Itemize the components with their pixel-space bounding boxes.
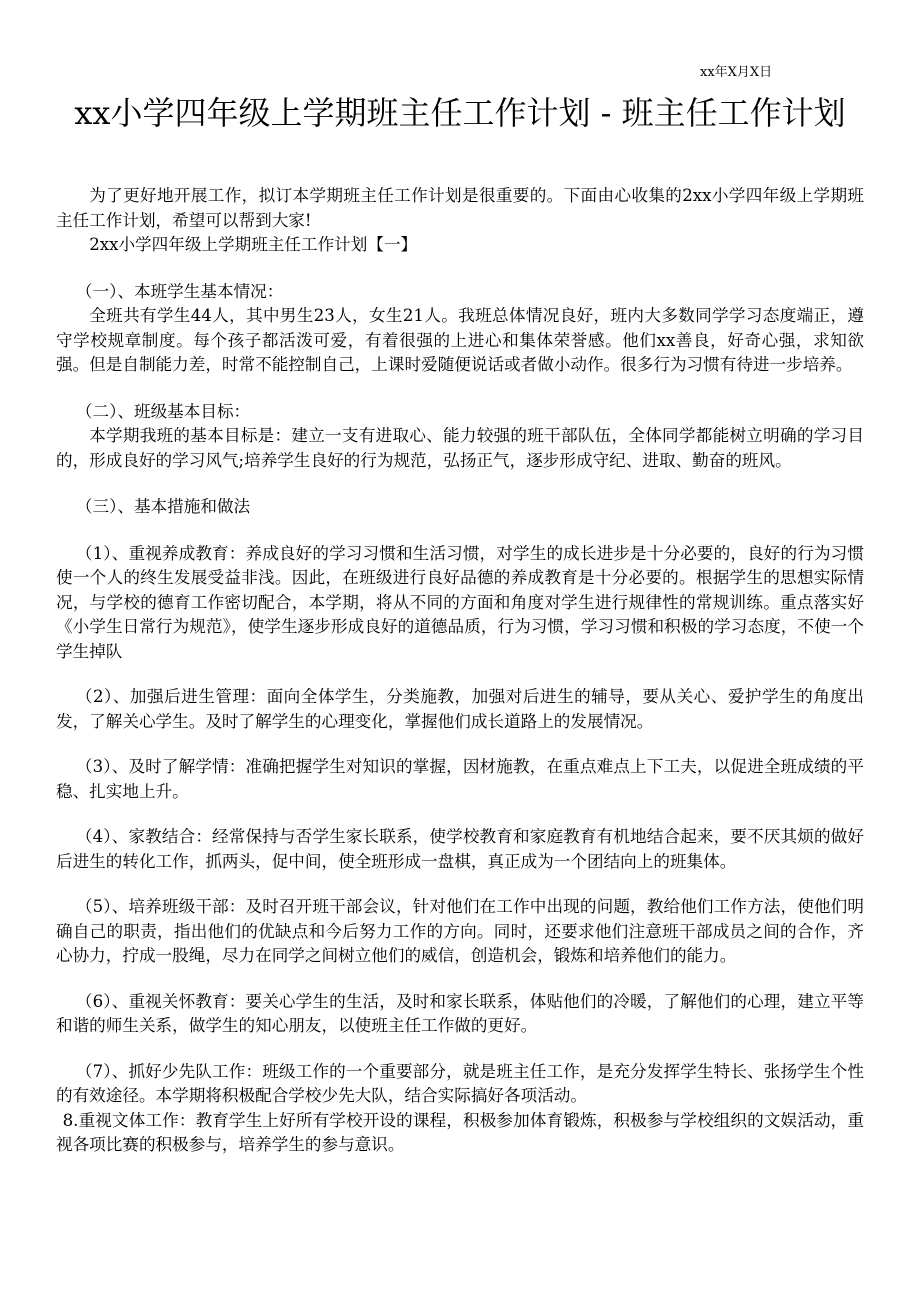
measure-item: （3）、及时了解学情：准确把握学生对知识的掌握，因材施教，在重点难点上下工夫，以促进全班成绩的平稳、扎实地上升。	[56, 757, 864, 801]
document-title: xx小学四年级上学期班主任工作计划 - 班主任工作计划	[74, 94, 846, 132]
measure-item: （4）、家教结合：经常保持与否学生家长联系，使学校教育和家庭教育有机地结合起来，要不厌其烦的做好后进生的转化工作，抓两头，促中间，使全班形成一盘棋，真正成为一个团结向上的班集体。	[56, 827, 864, 871]
section-text-class-goals: 本学期我班的基本目标是：建立一支有进取心、能力较强的班干部队伍，全体同学都能树立明确的学习目的，形成良好的学习风气;培养学生良好的行为规范，弘扬正气，逐步形成守纪、进取、勤奋的班风。	[56, 426, 864, 470]
measure-item: （7）、抓好少先队工作：班级工作的一个重要部分，就是班主任工作，是充分发挥学生特长、张扬学生个性的有效途径。本学期将积极配合学校少先大队，结合实际搞好各项活动。	[56, 1061, 864, 1105]
intro-paragraph: 为了更好地开展工作，拟订本学期班主任工作计划是很重要的。下面由心收集的2xx小学四年级上学期班主任工作计划，希望可以帮到大家!	[56, 186, 864, 230]
measure-item: （2）、加强后进生管理：面向全体学生，分类施教，加强对后进生的辅导，要从关心、爱护学生的角度出发，了解关心学生。及时了解学生的心理变化，掌握他们成长道路上的发展情况。	[56, 687, 864, 731]
document-body	[56, 184, 864, 1158]
section-heading-basic-situation: （一）、本班学生基本情况：	[75, 281, 284, 301]
document-date: xx年X月X日	[700, 65, 773, 80]
section-heading-measures: （三）、基本措施和做法	[75, 497, 251, 516]
plan-subtitle: 2xx小学四年级上学期班主任工作计划【一】	[89, 235, 418, 254]
measure-item: （5）、培养班级干部：及时召开班干部会议，针对他们在工作中出现的问题，教给他们工作方法，使他们明确自己的职责，指出他们的优缺点和今后努力工作的方向。同时，还要求他们注意班干部成员之间的合作，齐心协力，拧成一股绳，尽力在同学之间树立他们的威信，创造机会，锻炼和培养他们的能力。	[56, 897, 864, 965]
section-text-basic-situation: 全班共有学生44人，其中男生23人，女生21人。我班总体情况良好，班内大多数同学学习态度端正，遵守学校规章制度。每个孩子都活泼可爱，有着很强的上进心和集体荣誉感。他们xx善良，好奇心强，求知欲强。但是自制能力差，时常不能控制自己，上课时爱随便说话或者做小动作。很多行为习惯有待进一步培养。	[56, 306, 864, 374]
measure-item: （6）、重视关怀教育：要关心学生的生活，及时和家长联系，体贴他们的冷暖，了解他们的心理，建立平等和谐的师生关系，做学生的知心朋友，以使班主任工作做的更好。	[56, 991, 864, 1035]
measure-item: （1）、重视养成教育：养成良好的学习习惯和生活习惯，对学生的成长进步是十分必要的，良好的行为习惯使一个人的终生发展受益非浅。因此，在班级进行良好品德的养成教育是十分必要的。根据学生的思想实际情况，与学校的德育工作密切配合，本学期，将从不同的方面和角度对学生进行规律性的常规训练。重点落实好《小学生日常行为规范》，使学生逐步形成良好的道德品质，行为习惯，学习习惯和积极的学习态度，不使一个学生掉队	[56, 543, 864, 661]
measure-item: 8.重视文体工作：教育学生上好所有学校开设的课程，积极参加体育锻炼，积极参与学校组织的文娱活动，重视各项比赛的积极参与，培养学生的参与意识。	[56, 1110, 864, 1154]
section-heading-class-goals: （二）、班级基本目标：	[75, 401, 251, 421]
